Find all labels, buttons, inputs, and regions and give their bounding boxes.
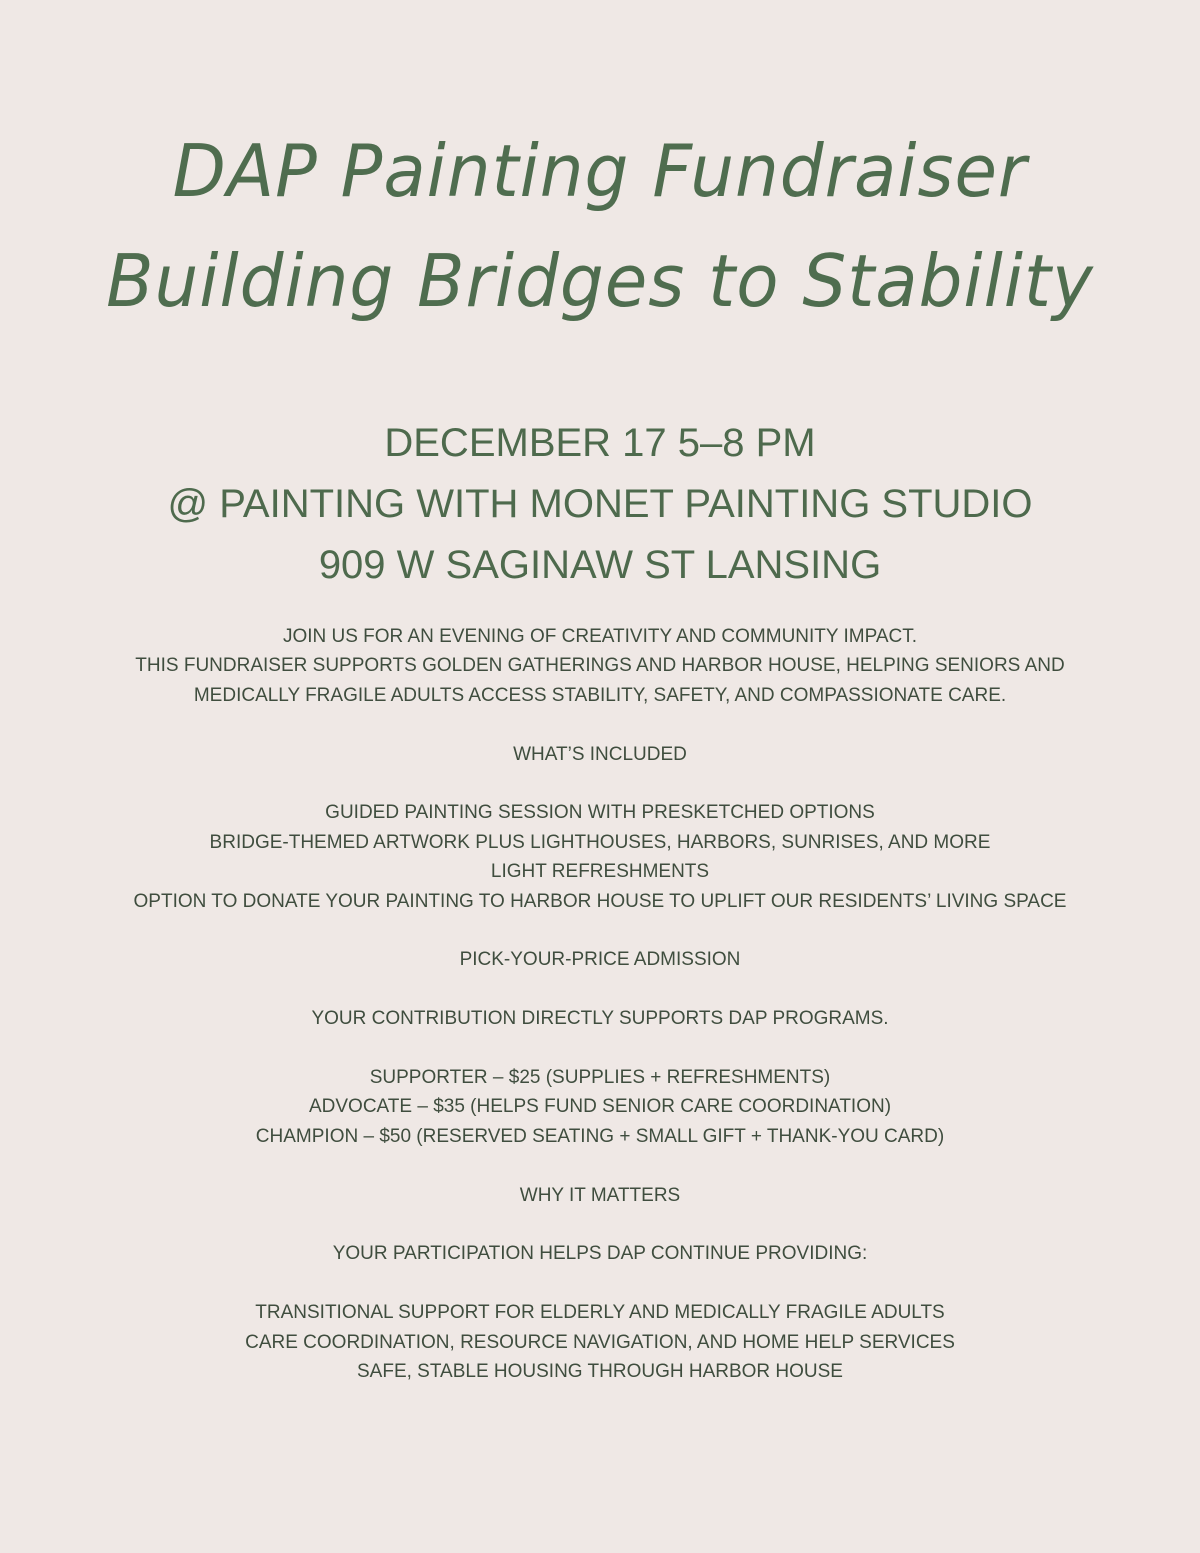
admission-note: YOUR CONTRIBUTION DIRECTLY SUPPORTS DAP PROGRAMS. — [311, 1008, 889, 1030]
why-item: TRANSITIONAL SUPPORT FOR ELDERLY AND MEDICALLY FRAGILE ADULTS — [255, 1302, 945, 1324]
admission-section — [0, 945, 1200, 1151]
spacer — [0, 710, 1200, 739]
spacer — [0, 1034, 1200, 1063]
spacer — [0, 1210, 1200, 1239]
intro-paragraph — [0, 622, 1200, 710]
included-item: LIGHT REFRESHMENTS — [490, 861, 710, 883]
intro-line: MEDICALLY FRAGILE ADULTS ACCESS STABILITY, SAFETY, AND COMPASSIONATE CARE. — [193, 684, 1007, 706]
flyer-title — [0, 116, 1200, 336]
included-item: OPTION TO DONATE YOUR PAINTING TO HARBOR HOUSE TO UPLIFT OUR RESIDENTS’ LIVING SPACE — [133, 890, 1067, 912]
section-heading-admission: PICK-YOUR-PRICE ADMISSION — [459, 949, 741, 971]
included-item: BRIDGE-THEMED ARTWORK PLUS LIGHTHOUSES, HARBORS, SUNRISES, AND MORE — [209, 831, 991, 853]
price-tier-supporter: SUPPORTER – $25 (SUPPLIES + REFRESHMENTS) — [369, 1067, 831, 1089]
spacer — [0, 769, 1200, 798]
event-venue: @ PAINTING WITH MONET PAINTING STUDIO — [167, 482, 1033, 526]
event-date-time: DECEMBER 17 5–8 PM — [384, 421, 816, 465]
why-it-matters-section — [0, 1181, 1200, 1387]
section-heading-whats-included: WHAT’S INCLUDED — [513, 743, 687, 765]
intro-line: JOIN US FOR AN EVENING OF CREATIVITY AND COMMUNITY IMPACT. — [282, 626, 918, 647]
section-heading-why-it-matters: WHY IT MATTERS — [519, 1184, 681, 1206]
event-details — [0, 413, 1200, 596]
why-item: SAFE, STABLE HOUSING THROUGH HARBOR HOUSE — [357, 1361, 843, 1383]
spacer — [0, 1269, 1200, 1298]
title-line-tagline: Building Bridges to Stability — [106, 239, 1094, 323]
spacer — [0, 1151, 1200, 1180]
spacer — [0, 975, 1200, 1004]
whats-included-section — [0, 740, 1200, 916]
spacer — [0, 916, 1200, 945]
event-address: 909 W SAGINAW ST LANSING — [318, 543, 882, 587]
intro-line: THIS FUNDRAISER SUPPORTS GOLDEN GATHERINGS AND HARBOR HOUSE, HELPING SENIORS AND — [135, 655, 1065, 677]
price-tier-champion: CHAMPION – $50 (RESERVED SEATING + SMALL GIFT + THANK-YOU CARD) — [255, 1125, 945, 1147]
why-item: CARE COORDINATION, RESOURCE NAVIGATION, AND HOME HELP SERVICES — [245, 1331, 955, 1353]
flyer-body — [0, 622, 1200, 1386]
included-item: GUIDED PAINTING SESSION WITH PRESKETCHED OPTIONS — [325, 802, 875, 824]
price-tier-advocate: ADVOCATE – $35 (HELPS FUND SENIOR CARE COORDINATION) — [308, 1096, 892, 1118]
why-lead: YOUR PARTICIPATION HELPS DAP CONTINUE PROVIDING: — [332, 1243, 868, 1265]
title-line-event-name: DAP Painting Fundraiser — [172, 129, 1028, 213]
